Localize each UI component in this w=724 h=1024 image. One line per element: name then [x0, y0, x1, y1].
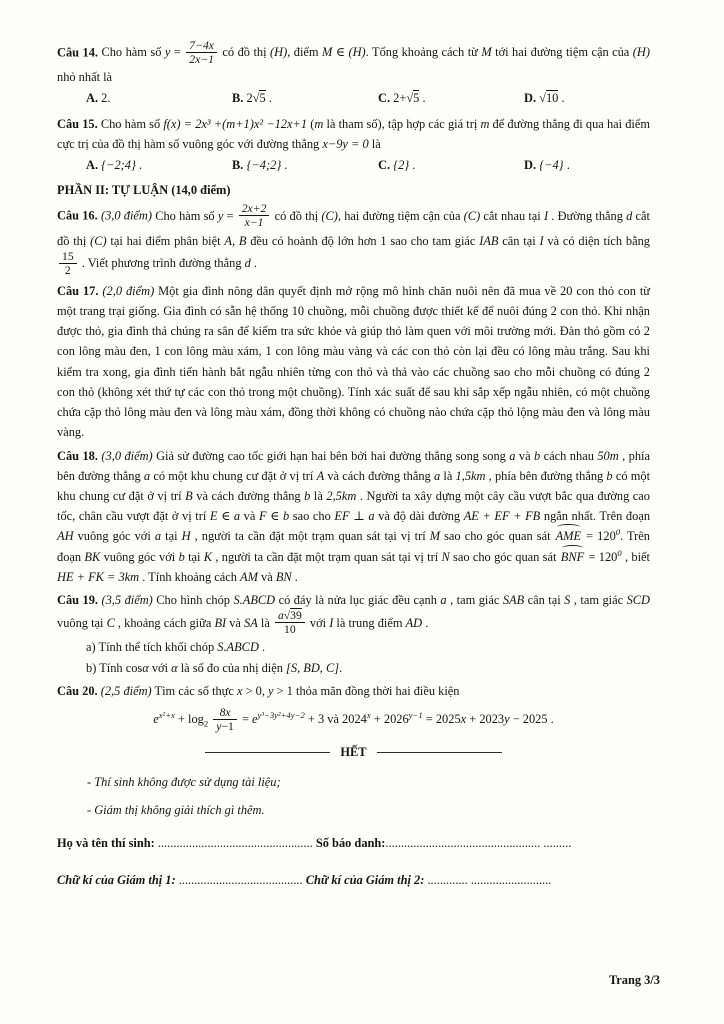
- fraction: [275, 609, 305, 636]
- option-value: {−4} .: [539, 157, 570, 172]
- math-text: AD: [405, 615, 423, 630]
- radicand: 5: [259, 91, 266, 106]
- superscript: y−1: [408, 710, 423, 721]
- math-text: (H): [270, 45, 288, 60]
- superscript: 0: [615, 527, 621, 538]
- option-key: B.: [232, 157, 244, 172]
- math-text: SCD: [626, 593, 650, 608]
- math-text: a: [433, 468, 441, 483]
- denominator: [239, 216, 270, 229]
- superscript: y³−3y²+4y−2: [257, 710, 305, 721]
- math-text: F: [258, 509, 267, 524]
- angle-hat: AME: [555, 526, 582, 546]
- math-text: b: [178, 549, 185, 564]
- math-text: (C): [90, 233, 107, 248]
- question-20-text: [57, 681, 650, 701]
- page-number: Trang 3/3: [608, 972, 660, 987]
- radicand: 39: [290, 609, 302, 623]
- option-value: {−2;4} .: [101, 157, 143, 172]
- math-text: BK: [84, 549, 101, 564]
- math-text: d: [626, 208, 633, 223]
- question-14-option-a: [86, 88, 232, 108]
- radicand: 5: [413, 91, 420, 106]
- question-15-option-a: [86, 155, 232, 175]
- option-value: {−4;2} .: [246, 157, 288, 172]
- question-17-label: Câu 17.: [57, 283, 99, 298]
- math-text: M: [429, 529, 441, 544]
- question-18-body: Giả sử đường cao tốc giới hạn hai bên bởi hai đường thẳng song song a và b cách nhau 50m , phía bên đường thẳng a có một khu chung cư đặt ở vị trí A và cách đường thẳng a là 1,5km , phía bên đường thẳng b có một khu chung cư đặt ở vị trí B và cách đường thẳng b là 2,5km . Người ta xây dựng một cây cầu vượt bắc qua đường cao tốc, chân cầu vượt đặt ở vị trí E ∈ a và F ∈ b sao cho EF ⊥ a và độ dài đường AE + EF + FB ngắn nhất. Trên đoạn AH vuông góc với a tại H , người ta cần đặt một trạm quan sát tại vị trí M sao cho góc quan sát AME = $120^0$. Trên đoạn BK vuông góc với b tại K , người ta cần đặt một trạm quan sát tại vị trí N sao cho góc quan sát BNF = $120^0$ , biết HE + FK = 3km . Tính khoảng cách AM và BN .: [57, 448, 651, 584]
- option-key: A.: [86, 91, 99, 106]
- math-text: 7−4x: [189, 39, 214, 52]
- math-text: (H): [632, 45, 650, 60]
- option-key: B.: [232, 91, 244, 106]
- math-text: H: [181, 529, 191, 544]
- square-root: [284, 608, 302, 622]
- numerator: [186, 39, 217, 53]
- question-20-equation: [57, 707, 650, 734]
- question-15-body: Cho hàm số f(x) = 2x³ +(m+1)x² −12x+1 (m là tham số), tập hợp các giá trị m để đường thẳng đi qua hai điểm cực trị của đồ thị hàm số vuông góc với đường thẳng x−9y = 0 là: [57, 116, 651, 151]
- math-text: (C): [463, 208, 481, 223]
- math-text: a: [509, 448, 516, 463]
- math-text: y: [217, 208, 224, 223]
- question-15-option-c: [378, 155, 524, 175]
- item-body: Tính cosα với α là số đo của nhị diện [S, BD, C].: [96, 660, 343, 675]
- radicand: 10: [545, 91, 559, 106]
- question-16-text: [57, 203, 650, 277]
- question-20-score: (2,5 điểm): [100, 683, 152, 698]
- option-value: 2+ √ 5 .: [390, 90, 426, 105]
- question-15-options: [57, 155, 650, 175]
- numerator: [239, 202, 270, 216]
- fraction: [59, 250, 77, 277]
- math-text: y: [216, 720, 222, 734]
- math-text: e: [252, 712, 258, 727]
- option-key: C.: [378, 157, 391, 172]
- math-text: a: [368, 509, 375, 524]
- math-text: b: [606, 468, 613, 483]
- option-value: √ 10 .: [536, 90, 565, 105]
- math-text: S.ABCD: [233, 593, 276, 608]
- candidate-number-dots: ..................................................: [385, 835, 541, 850]
- math-text: d: [244, 256, 251, 271]
- item-body: Tính thể tích khối chóp S.ABCD .: [95, 640, 266, 655]
- denominator: [186, 53, 217, 66]
- signature-line: [57, 870, 650, 890]
- math-text: a: [440, 593, 447, 608]
- numerator: [275, 609, 305, 623]
- question-15-label: Câu 15.: [57, 116, 98, 131]
- math-text: {−2;4}: [101, 157, 136, 172]
- math-text: BI: [214, 615, 227, 630]
- option-value: {2} .: [393, 157, 416, 172]
- question-15-option-b: [232, 155, 378, 175]
- math-text: AM: [240, 569, 258, 584]
- question-18: [57, 446, 650, 588]
- question-17-text: [57, 281, 650, 443]
- superscript: 0: [617, 547, 622, 558]
- question-17-body: Một gia đình nông dân quyết định mở rộng mô hình chăn nuôi nên đã mua về 20 con thỏ con từ một trang trại giống. Gia đình có sẵn hệ thống 10 chuồng, mỗi chuồng được thiết kế để nuôi đúng 2 con thỏ. Khi nhận được thỏ, gia đình thả chúng ra sân để kiểm tra sức khỏe và giúp thỏ làm quen với môi trường mới. Đàn thỏ gồm có 2 con lông màu đen, 1 con lông màu xám, 1 con lông màu vàng và các con thỏ còn lại đều có lông màu trắng. Sau khi kiểm tra xong, gia đình tiến hành bắt ngẫu nhiên từng con thỏ và thả vào các chuồng sao cho mỗi chuồng có đúng 2 con thỏ (không xét thứ tự các con thỏ trong một chuồng). Tính xác suất để sau khi sắp xếp ngẫu nhiên, có một chuồng chứa cặp thỏ lông màu đen và lông màu xám, đồng thời không có chuồng nào chứa cặp thỏ lộng màu đen và lông màu vàng.: [57, 283, 650, 440]
- fraction: [213, 706, 237, 733]
- math-text: {−4;2}: [246, 157, 282, 172]
- proctor1-label: Chữ kí của Giám thị 1:: [57, 873, 179, 888]
- option-key: D.: [524, 157, 537, 172]
- math-text: 2,5km: [326, 489, 357, 503]
- math-text: A: [316, 468, 325, 483]
- math-text: (H): [348, 45, 366, 60]
- option-key: C.: [378, 91, 391, 106]
- question-19-text: [57, 590, 650, 637]
- math-text: A, B: [224, 233, 247, 248]
- question-15: [57, 114, 650, 176]
- math-text: y: [164, 45, 171, 60]
- math-text: a: [143, 468, 151, 483]
- math-text: I: [329, 615, 334, 630]
- question-14-options: [57, 88, 650, 108]
- exam-note-2: - Giám thị không giải thích gì thêm.: [87, 802, 265, 817]
- question-16-score: (3,0 điểm): [100, 208, 152, 223]
- math-text: SA: [244, 615, 258, 630]
- math-text: x: [460, 712, 467, 727]
- math-text: f(x) = 2x³ +(m+1)x² −12x+1: [163, 116, 308, 131]
- math-text: N: [441, 549, 450, 564]
- equation-content: $e^{x^2+x} + \log_2$ $\frac{8x}{y-1}$ = $e^{y^3-3y^2+4y-2} + 3$ và $2024^x + 2026^{y-1} = 2025x + 2023y - 2025$ .: [153, 706, 554, 734]
- math-text: a: [233, 509, 241, 524]
- math-text: HE + FK = 3km: [57, 569, 140, 584]
- math-text: b: [534, 448, 541, 463]
- candidate-extra-dots: .........: [540, 835, 572, 850]
- question-14-body: Cho hàm số y = $\frac{7-4x}{2x-1}$ có đồ thị (H), điểm M ∈ (H). Tổng khoảng cách từ M tới hai đường tiệm cận của (H) nhỏ nhất là: [57, 39, 650, 85]
- option-key: A.: [86, 157, 99, 172]
- math-text: I: [539, 233, 544, 248]
- square-root: [539, 90, 558, 105]
- math-text: a: [277, 609, 284, 623]
- question-17-score: (2,0 điểm): [102, 283, 155, 298]
- square-root: [253, 90, 266, 105]
- question-19-item-b: [57, 658, 650, 678]
- item-key: a): [86, 640, 96, 655]
- candidate-name-label: Họ và tên thí sinh:: [57, 835, 158, 850]
- question-19-item-a: [57, 637, 650, 657]
- math-text: C: [106, 615, 115, 630]
- math-text: b: [282, 509, 290, 524]
- exam-note-1: - Thí sinh không được sử dụng tài liệu;: [87, 775, 281, 790]
- question-19-body: Cho hình chóp S.ABCD có đáy là nửa lục giác đều cạnh a , tam giác SAB cân tại S , tam giác SCD vuông tại C , khoảng cách giữa BI và SA là $\frac{a √ 39}{10}$ với I là trung điểm AD .: [57, 593, 650, 630]
- superscript: x: [366, 710, 371, 721]
- part2-heading: PHẦN II: TỰ LUẬN (14,0 điểm): [57, 183, 231, 198]
- numerator: [213, 706, 237, 720]
- dash-rule-left: [205, 752, 330, 753]
- item-key: b): [86, 660, 97, 675]
- question-14-option-b: [232, 88, 378, 108]
- math-text: α: [171, 660, 178, 675]
- math-text: IAB: [479, 233, 499, 248]
- math-text: 50m: [597, 448, 619, 463]
- end-of-exam-line: [57, 742, 650, 762]
- denominator: 2: [64, 263, 71, 277]
- math-text: {−4}: [539, 157, 564, 172]
- subscript: 2: [203, 718, 209, 729]
- question-14-option-c: [378, 88, 524, 108]
- math-text: 2x+2: [241, 202, 267, 216]
- superscript: x²+x: [158, 710, 175, 721]
- question-19: [57, 590, 650, 678]
- math-text: EF: [334, 509, 350, 524]
- math-text: S: [564, 593, 571, 608]
- question-19-label: Câu 19.: [57, 593, 98, 608]
- math-text: 2x−1: [189, 53, 214, 67]
- math-text: M: [481, 45, 492, 60]
- question-20: [57, 681, 650, 734]
- question-20-body: Tìm các số thực x > 0, y > 1 thỏa mãn đồng thời hai điều kiện: [151, 683, 460, 698]
- option-value: 2 √ 5 .: [243, 90, 272, 105]
- math-text: AH: [57, 529, 74, 544]
- angle-hat: BNF: [560, 547, 585, 567]
- math-text: x−1: [244, 216, 264, 230]
- math-text: B: [185, 489, 193, 503]
- math-text: y: [268, 683, 274, 698]
- question-20-label: Câu 20.: [57, 683, 98, 698]
- math-text: SAB: [502, 593, 525, 608]
- dash-rule-right: [377, 752, 502, 753]
- proctor2-extra-dots: ..........................: [467, 873, 552, 888]
- question-14-label: Câu 14.: [57, 45, 98, 60]
- math-text: 1,5km: [455, 468, 486, 483]
- math-text: [S, BD, C]: [286, 660, 340, 675]
- option-key: D.: [524, 91, 537, 106]
- question-14: [57, 40, 650, 109]
- question-16-body: Cho hàm số y = $\frac{2x+2}{x-1}$ có đồ thị (C), hai đường tiệm cận của (C) cắt nhau tại I . Đường thẳng d cắt đồ thị (C) tại hai điểm phân biệt A, B đều có hoành độ lớn hơn 1 sao cho tam giác IAB cân tại I và có diện tích bằng $\frac{15}{2}$ . Viết phương trình đường thẳng d .: [57, 202, 650, 277]
- question-18-label: Câu 18.: [57, 448, 98, 463]
- question-16-label: Câu 16.: [57, 208, 98, 223]
- denominator: y−1: [216, 720, 234, 734]
- question-16: [57, 203, 650, 277]
- math-text: K: [203, 549, 213, 564]
- math-text: a: [154, 529, 162, 544]
- math-text: x−9y = 0: [322, 136, 369, 151]
- candidate-number-label: Số báo danh:: [312, 835, 386, 850]
- proctor2-dots: .............: [427, 873, 468, 888]
- question-15-text: [57, 114, 650, 154]
- math-text: α: [142, 660, 149, 675]
- math-text: E: [209, 509, 218, 524]
- math-text: y: [504, 712, 510, 727]
- math-text: I: [543, 208, 549, 223]
- option-value: 2.: [98, 91, 111, 106]
- question-17: [57, 281, 650, 443]
- proctor2-label: Chữ kí của Giám thị 2:: [302, 873, 428, 888]
- candidate-name-dots: ..................................................: [157, 835, 313, 850]
- end-label: HẾT: [340, 745, 367, 760]
- numerator: 15: [59, 250, 77, 264]
- math-text: m: [314, 116, 324, 131]
- square-root: [406, 90, 419, 105]
- math-text: m: [480, 116, 490, 131]
- question-18-text: [57, 446, 650, 588]
- math-text: 8x: [219, 706, 231, 720]
- candidate-info-line: [57, 833, 650, 853]
- math-text: (C): [321, 208, 338, 223]
- question-15-option-d: [524, 155, 650, 175]
- question-14-option-d: [524, 88, 650, 108]
- math-text: {2}: [393, 157, 410, 172]
- question-14-text: [57, 40, 650, 87]
- math-text: S.ABCD: [217, 640, 259, 655]
- question-19-score: (3,5 điểm): [101, 593, 153, 608]
- math-text: e: [153, 712, 159, 727]
- math-text: AE + EF + FB: [463, 509, 541, 524]
- math-text: b: [304, 489, 311, 503]
- proctor1-dots: ........................................: [178, 873, 303, 888]
- question-18-score: (3,0 điểm): [101, 448, 153, 463]
- math-text: x: [236, 683, 243, 698]
- denominator: 10: [284, 623, 296, 637]
- fraction: [239, 202, 270, 229]
- math-text: M: [322, 45, 333, 60]
- math-text: BN: [275, 569, 292, 584]
- fraction: [186, 39, 217, 66]
